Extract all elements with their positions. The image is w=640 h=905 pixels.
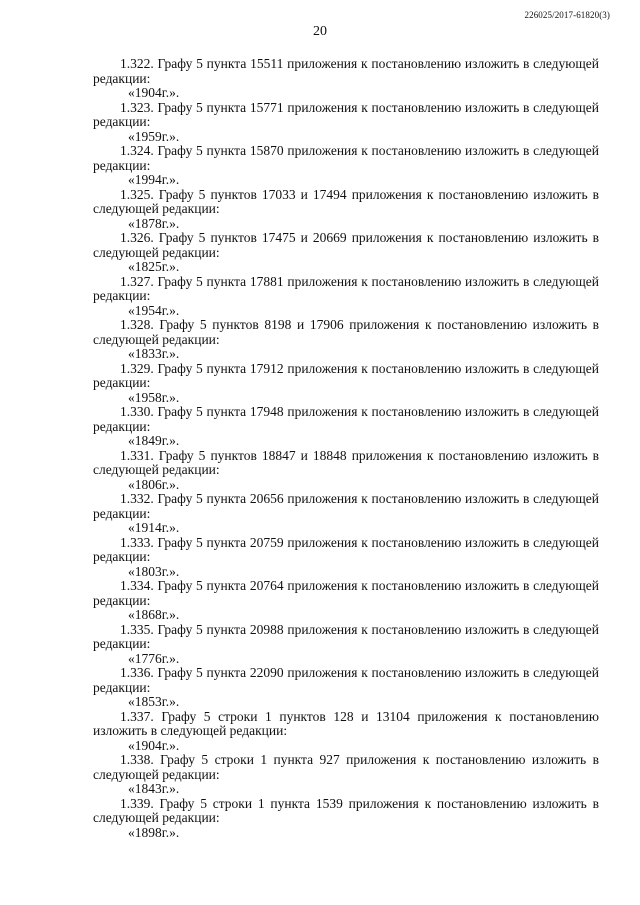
item-value: «1914г.». [128,520,180,535]
item-value: «1878г.». [128,215,180,231]
item-value: «1825г.». [128,259,180,274]
item-value: «1994г.». [128,172,180,187]
page-number: 20 [313,24,327,39]
item-value: «1833г.». [128,346,180,361]
item-instruction: 1.331. Графу 5 пунктов 18847 и 18848 приложения к постановлению изложить в следующей редакции: [93,447,599,477]
item-instruction: 1.337. Графу 5 строки 1 пунктов 128 и 13104 приложения к постановлению изложить в следующей редакции: [93,708,599,738]
item-value: «1904г.». [128,737,180,753]
list-item [93,318,599,362]
list-item [93,144,599,188]
item-instruction: 1.334. Графу 5 пункта 20764 приложения к постановлению изложить в следующей редакции: [93,578,599,608]
list-item [93,405,599,449]
item-value: «1776г.». [128,650,180,666]
item-value: «1806г.». [128,476,180,492]
list-item [93,710,599,754]
list-item [93,275,599,319]
list-item [93,231,599,275]
item-value: «1868г.». [128,607,180,622]
item-value: «1954г.». [128,302,180,318]
item-instruction: 1.324. Графу 5 пункта 15870 приложения к постановлению изложить в следующей редакции: [93,143,599,173]
item-instruction: 1.335. Графу 5 пункта 20988 приложения к постановлению изложить в следующей редакции: [93,621,599,651]
item-value: «1849г.». [128,433,180,448]
document-id: 226025/2017-61820(3) [524,10,610,20]
item-instruction: 1.329. Графу 5 пункта 17912 приложения к постановлению изложить в следующей редакции: [93,360,599,390]
item-instruction: 1.327. Графу 5 пункта 17881 приложения к постановлению изложить в следующей редакции: [93,273,599,303]
item-value: «1959г.». [128,128,180,144]
list-item [93,492,599,536]
item-instruction: 1.323. Графу 5 пункта 15771 приложения к постановлению изложить в следующей редакции: [93,99,599,129]
list-item [93,753,599,797]
document-body [93,57,599,840]
item-instruction: 1.328. Графу 5 пунктов 8198 и 17906 приложения к постановлению изложить в следующей редакции: [93,317,599,347]
item-instruction: 1.338. Графу 5 строки 1 пункта 927 приложения к постановлению изложить в следующей редакции: [93,752,599,782]
list-item [93,57,599,101]
list-item [93,536,599,580]
item-instruction: 1.339. Графу 5 строки 1 пункта 1539 приложения к постановлению изложить в следующей редакции: [93,795,599,825]
item-value: «1898г.». [128,824,180,840]
item-instruction: 1.325. Графу 5 пунктов 17033 и 17494 приложения к постановлению изложить в следующей редакции: [93,186,599,216]
item-instruction: 1.326. Графу 5 пунктов 17475 и 20669 приложения к постановлению изложить в следующей редакции: [93,230,599,260]
item-value: «1958г.». [128,389,180,405]
list-item [93,797,599,841]
item-value: «1904г.». [128,85,180,100]
item-instruction: 1.333. Графу 5 пункта 20759 приложения к постановлению изложить в следующей редакции: [93,534,599,564]
list-item [93,579,599,623]
list-item [93,362,599,406]
list-item [93,623,599,667]
item-instruction: 1.332. Графу 5 пункта 20656 приложения к постановлению изложить в следующей редакции: [93,491,599,521]
list-item [93,449,599,493]
list-item [93,188,599,232]
item-value: «1853г.». [128,694,180,709]
list-item [93,666,599,710]
item-instruction: 1.322. Графу 5 пункта 15511 приложения к постановлению изложить в следующей редакции: [93,56,599,86]
item-instruction: 1.330. Графу 5 пункта 17948 приложения к постановлению изложить в следующей редакции: [93,404,599,434]
item-instruction: 1.336. Графу 5 пункта 22090 приложения к постановлению изложить в следующей редакции: [93,665,599,695]
item-value: «1803г.». [128,563,180,579]
item-value: «1843г.». [128,781,180,796]
list-item [93,101,599,145]
